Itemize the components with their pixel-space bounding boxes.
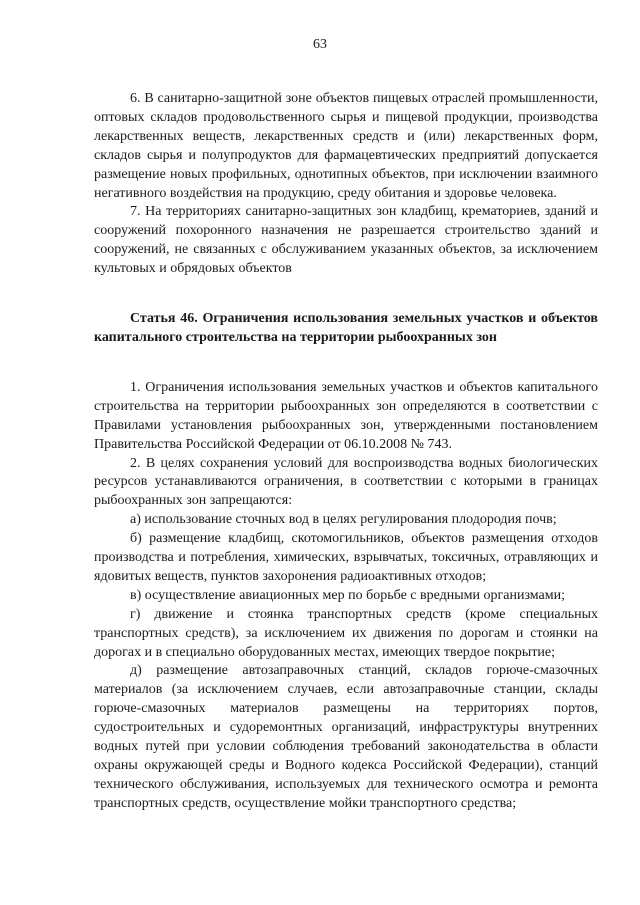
- list-item-d: д) размещение автозаправочных станций, складов горюче-смазочных материалов (за исключением случаев, если автозаправочные станции, склады горюче-смазочных материалов размещены на территориях портов, судостроительных и судоремонтных организаций, инфраструктуры внутренних водных путей при условии соблюдения требований законодательства в области охраны окружающей среды и Водного кодекса Российской Федерации), станций технического обслуживания, используемых для технического осмотра и ремонта транспортных средств, осуществление мойки транспортного средства;: [94, 663, 598, 811]
- list-item-g: г) движение и стоянка транспортных средств (кроме специальных транспортных средств), за исключением их движения по дорогам и стоянки на дорогах и в специально оборудованных местах, имеющих твердое покрытие;: [94, 606, 598, 660]
- list-item-b: б) размещение кладбищ, скотомогильников, объектов размещения отходов производства и потребления, химических, взрывчатых, токсичных, отравляющих и ядовитых веществ, пунктов захоронения радиоактивных отходов;: [94, 531, 598, 584]
- list-item-v: в) осуществление авиационных мер по борьбе с вредными организмами;: [130, 587, 565, 603]
- paragraph-item-6: 6. В санитарно-защитной зоне объектов пищевых отраслей промышленности, оптовых складов продовольственного сырья и пищевой продукции, производства лекарственных веществ, лекарственных средств и (или) лекарственных форм, складов сырья и полупродуктов для фармацевтических предприятий допускается размещение новых профильных, однотипных объектов, при исключении взаимного негативного воздействия на продукцию, среду обитания и здоровье человека.: [94, 91, 598, 201]
- article-46-heading: Статья 46. Ограничения использования земельных участков и объектов капитального строительства на территории рыбоохранных зон: [94, 311, 598, 345]
- paragraph-item-2: 2. В целях сохранения условий для воспроизводства водных биологических ресурсов устанавливаются ограничения, в соответствии с которыми в границах рыбоохранных зон запрещаются:: [94, 455, 598, 509]
- paragraph-item-1: 1. Ограничения использования земельных участков и объектов капитального строительства на территории рыбоохранных зон определяются в соответствии с Правилами установления рыбоохранных зон, утвержденными постановлением Правительства Российской Федерации от 06.10.2008 № 743.: [94, 379, 598, 452]
- paragraph-item-7: 7. На территориях санитарно-защитных зон кладбищ, крематориев, зданий и сооружений похоронного назначения не разрешается строительство зданий и сооружений, не связанных с обслуживанием указанных объектов, за исключением культовых и обрядовых объектов: [94, 204, 598, 277]
- page-number: 63: [313, 37, 327, 52]
- document-body: [94, 90, 598, 814]
- list-item-a: а) использование сточных вод в целях регулирования плодородия почв;: [130, 512, 557, 528]
